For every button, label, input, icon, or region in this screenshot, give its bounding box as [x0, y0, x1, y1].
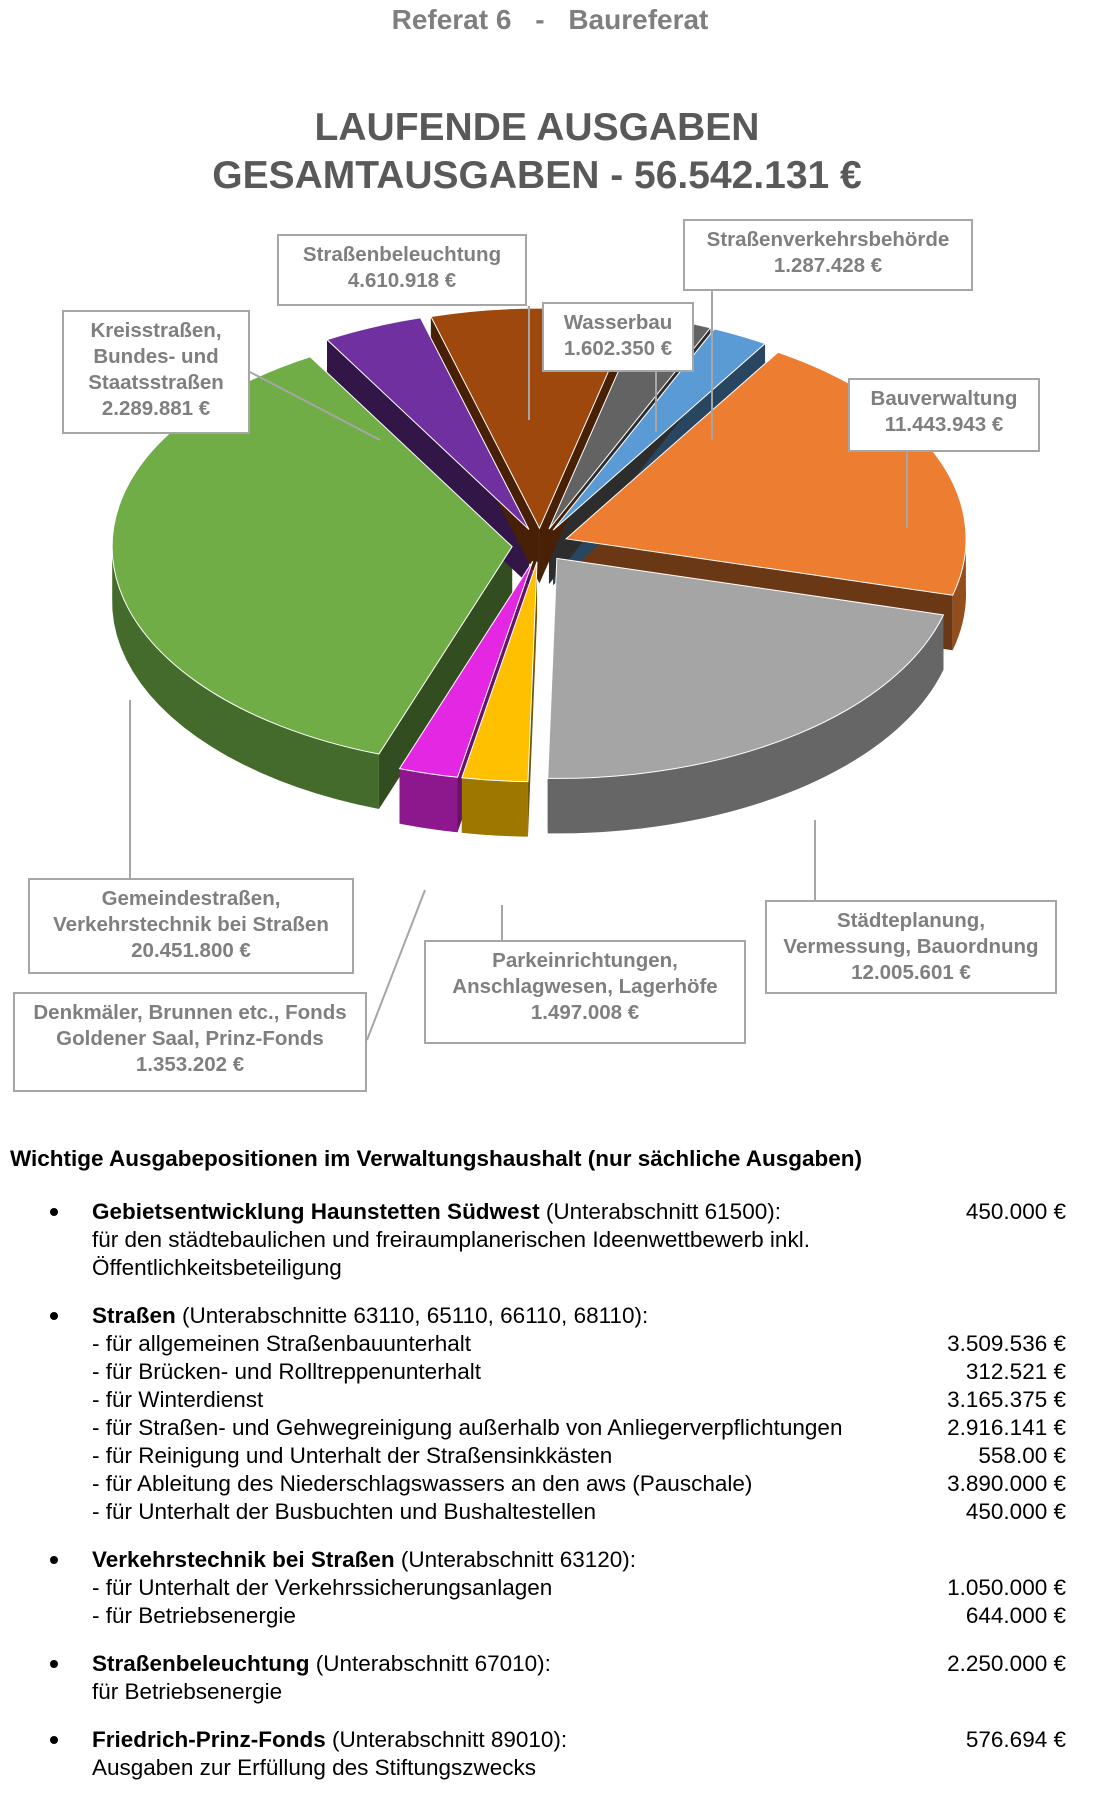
callout-denkmaeler: [13, 992, 367, 1092]
pie-slice-side: [400, 769, 458, 833]
expense-item: [0, 1650, 1100, 1706]
expense-list: [0, 1198, 1100, 1802]
expense-line-row: [0, 1498, 1100, 1526]
expense-line-row: [0, 1754, 1100, 1782]
callout-label: Gemeindestraßen,: [101, 887, 281, 910]
callout-value: 1.287.428 €: [773, 254, 883, 277]
expense-heading-row: [0, 1546, 1100, 1574]
callout-label: Straßenverkehrsbehörde: [706, 228, 950, 251]
callout-value: 20.451.800 €: [131, 939, 251, 962]
callout-wasserbau: [542, 302, 694, 372]
expense-heading: [92, 1650, 551, 1678]
expense-line: für den städtebaulichen und freiraumplanerischen Ideenwettbewerb inkl.: [92, 1227, 810, 1252]
expense-line-amount: 644.000 €: [965, 1603, 1066, 1628]
expense-line-row: [0, 1414, 1100, 1442]
expense-line-amount: 1.050.000 €: [947, 1575, 1066, 1600]
expense-line: - für Straßen- und Gehwegreinigung außerhalb von Anliegerverpflichtungen: [92, 1415, 843, 1440]
expense-line-row: [0, 1254, 1100, 1282]
expense-line-amount: 3.509.536 €: [947, 1331, 1066, 1356]
expense-line: - für Ableitung des Niederschlagswassers an den aws (Pauschale): [92, 1471, 753, 1496]
chart-title-line2: GESAMTAUSGABEN - 56.542.131 €: [212, 154, 862, 197]
expense-line: - für allgemeinen Straßenbauunterhalt: [92, 1331, 471, 1356]
expense-heading-bold: Verkehrstechnik bei Straßen: [92, 1547, 395, 1572]
expense-line-amount: 2.916.141 €: [947, 1415, 1066, 1440]
expense-line-amount: 312.521 €: [965, 1359, 1066, 1384]
expense-line: - für Unterhalt der Verkehrssicherungsanlagen: [92, 1575, 553, 1600]
expense-heading-bold: Friedrich-Prinz-Fonds: [92, 1727, 326, 1752]
expense-amount: 576.694 €: [965, 1727, 1066, 1752]
callout-kreisstrassen: [62, 310, 250, 434]
expense-line-row: [0, 1442, 1100, 1470]
expense-item: [0, 1546, 1100, 1630]
callout-bauverwaltung: [848, 378, 1040, 452]
section-title: Wichtige Ausgabepositionen im Verwaltungshaushalt (nur sächliche Ausgaben): [10, 1146, 863, 1171]
callout-value: 1.602.350 €: [563, 337, 673, 360]
expense-line: Öffentlichkeitsbeteiligung: [92, 1255, 342, 1280]
expense-line: - für Reinigung und Unterhalt der Straßensinkkästen: [92, 1443, 613, 1468]
expense-line: - für Unterhalt der Busbuchten und Bushaltestellen: [92, 1499, 597, 1524]
callout-parkeinrichtungen: [424, 940, 746, 1044]
expense-heading-rest: (Unterabschnitt 61500):: [539, 1199, 781, 1224]
header-referat: Referat 6: [391, 4, 512, 35]
callout-label: Anschlagwesen, Lagerhöfe: [452, 975, 718, 998]
chart-title-line1: LAUFENDE AUSGABEN: [314, 106, 760, 149]
callout-staedteplanung: [765, 900, 1057, 994]
callout-strassenbeleuchtung: [277, 234, 527, 306]
expense-line-amount: 3.165.375 €: [947, 1387, 1066, 1412]
expense-line-row: [0, 1678, 1100, 1706]
callout-value: 11.443.943 €: [884, 413, 1004, 436]
expense-item: [0, 1726, 1100, 1782]
expense-heading-rest: (Unterabschnitt 89010):: [325, 1727, 568, 1752]
expense-heading-bold: Straßenbeleuchtung: [92, 1651, 310, 1676]
expense-heading-row: [0, 1302, 1100, 1330]
callout-label: Parkeinrichtungen,: [492, 949, 678, 972]
callout-value: 12.005.601 €: [851, 961, 971, 984]
callout-gemeindestrassen: [28, 878, 354, 974]
callout-value: 2.289.881 €: [101, 397, 211, 420]
callout-label: Bundes- und: [93, 345, 219, 368]
expense-line-amount: 450.000 €: [965, 1499, 1066, 1524]
expense-line: - für Winterdienst: [92, 1387, 264, 1412]
callout-label: Städteplanung,: [836, 909, 986, 932]
expense-line: - für Brücken- und Rolltreppenunterhalt: [92, 1359, 481, 1384]
expense-line: - für Betriebsenergie: [92, 1603, 296, 1628]
pie-slice-side: [462, 778, 528, 837]
expense-heading: [92, 1546, 636, 1574]
header-department: Baureferat: [568, 4, 709, 35]
callout-label: Goldener Saal, Prinz-Fonds: [56, 1027, 324, 1050]
expense-amount: 2.250.000 €: [947, 1651, 1066, 1676]
expense-heading: [92, 1198, 781, 1226]
expense-line-row: [0, 1226, 1100, 1254]
callout-label: Wasserbau: [563, 311, 673, 334]
expense-heading-row: [0, 1198, 1100, 1226]
callout-value: 1.353.202 €: [135, 1053, 245, 1076]
expense-line-amount: 558.00 €: [978, 1443, 1066, 1468]
expense-line: für Betriebsenergie: [92, 1679, 283, 1704]
callout-strassenverkehrsbehoerde: [683, 219, 973, 291]
expense-line-amount: 3.890.000 €: [947, 1471, 1066, 1496]
expense-item: [0, 1302, 1100, 1526]
expense-heading-bold: Gebietsentwicklung Haunstetten Südwest: [92, 1199, 540, 1224]
callout-label: Staatsstraßen: [88, 371, 224, 394]
callout-label: Vermessung, Bauordnung: [783, 935, 1039, 958]
callout-value: 1.497.008 €: [530, 1001, 640, 1024]
expense-item: [0, 1198, 1100, 1282]
expense-line-row: [0, 1602, 1100, 1630]
callout-label: Kreisstraßen,: [90, 319, 222, 342]
header-separator: -: [535, 4, 545, 35]
leader-line: [367, 890, 425, 1040]
expense-heading: [92, 1302, 648, 1330]
callout-value: 4.610.918 €: [347, 269, 457, 292]
expense-heading-row: [0, 1726, 1100, 1754]
callout-label: Bauverwaltung: [870, 387, 1018, 410]
expense-heading-rest: (Unterabschnitt 67010):: [309, 1651, 551, 1676]
expense-line-row: [0, 1386, 1100, 1414]
callout-label: Denkmäler, Brunnen etc., Fonds: [33, 1001, 347, 1024]
expense-heading: [92, 1726, 567, 1754]
expense-line-row: [0, 1470, 1100, 1498]
expense-heading-row: [0, 1650, 1100, 1678]
expense-line-row: [0, 1358, 1100, 1386]
expense-heading-rest: (Unterabschnitte 63110, 65110, 66110, 68110):: [175, 1303, 649, 1328]
callout-label: Verkehrstechnik bei Straßen: [53, 913, 329, 936]
expense-line-row: [0, 1574, 1100, 1602]
expense-heading-rest: (Unterabschnitt 63120):: [394, 1547, 637, 1572]
expense-line-row: [0, 1330, 1100, 1358]
expense-line: Ausgaben zur Erfüllung des Stiftungszwecks: [92, 1755, 536, 1780]
expense-amount: 450.000 €: [965, 1199, 1066, 1224]
expense-heading-bold: Straßen: [92, 1303, 176, 1328]
callout-label: Straßenbeleuchtung: [302, 243, 502, 266]
